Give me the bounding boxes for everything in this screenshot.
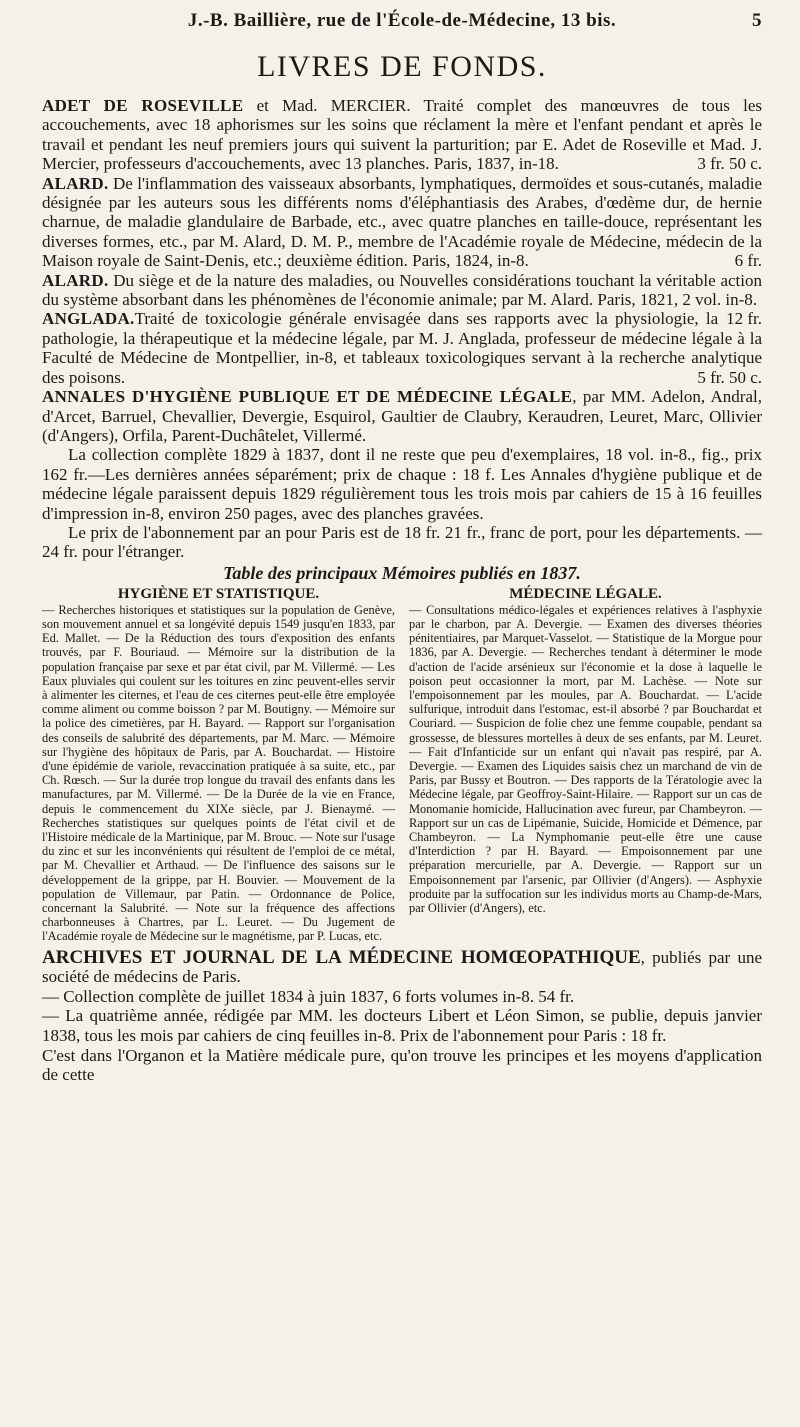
toc-left-body: — Recherches historiques et statistiques sur la population de Genève, son mouvement annuel et sa longévité depuis 1549 jusqu'en 1833, par Ed. Mallet. — De la Réduction des tours d'exposition des enfants trouvés, par F. Bouriaud. — Mémoire sur la distribution de la population française par sexe et par état civil, par M. Villermé. — Les Eaux pluviales qui coulent sur les toitures en zinc peuvent-elles servir à alimenter les citernes, et l'eau de ces citernes peut-elle être employée comme aliment ou comme boisson ? par M. Boutigny. — Mémoire sur la police des cimetières, par H. Bayard. — Rapport sur l'organisation des conseils de salubrité des départements, par M. Marc. — Mémoire sur l'hygiène des hôpitaux de Paris, par A. Bouchardat. — Histoire d'une épidémie de variole, revaccination pratiquée à sa suite, etc., par Ch. Rœsch. — Sur la durée trop longue du travail des enfants dans les manufactures, par M. Villermé. — De la Durée de la vie en France, depuis le commencement du XIXe siècle, par J. Bienaymé. — Recherches statistiques sur quelques points de l'état civil et de l'Histoire médicale de la Martinique, par M. Brouc. — Note sur l'usage du zinc et sur les inconvénients qui résultent de l'emploi de ce métal, par M. Chevallier et Arthaud. — De l'influence des saisons sur le développement de la grippe, par H. Bouvier. — Mouvement de la population de Villemaur, par Patin. — Ordonnance de Police, concernant la Salubrité. — Note sur la fréquence des affections charbonneuses à Chartres, par L. Leuret. — Du Jugement de l'Académie royale de Médecine sur le magnétisme, par P. Lucas, etc. (42, 602, 395, 944)
entry-text: Traité de toxicologie générale envisagée dans ses rapports avec la physiologie, la pathologie, la thérapeutique et la médecine légale, par M. J. Anglada, professeur de médecine légale à la Faculté de Médecine de Montpellier, in-8, et tableaux toxicologiques servant à la recherche analytique des poisons. (42, 309, 762, 387)
entry-annales (42, 387, 762, 445)
entry-price: 5 fr. 50 c. (697, 367, 762, 387)
annales-collection-paragraph: La collection complète 1829 à 1837, dont il ne reste que peu d'exemplaires, 18 vol. in-8., fig., prix 162 fr.—Les dernières années séparément; prix de chaque : 18 f. Les Annales d'hygiène publique et de médecine légale paraissent depuis 1829 régulièrement tous les trois mois par cahiers de 15 à 16 feuilles d'impression in-8, environ 250 pages, avec des planches gravées. (42, 445, 762, 523)
toc-right-body: — Consultations médico-légales et expériences relatives à l'asphyxie par le charbon, par A. Devergie. — Examen des diverses théories pénitentiaires, par Marquet-Vasselot. — Statistique de la Morgue pour 1836, par A. Devergie. — Recherches tendant à déterminer le mode d'action de l'acide arsénieux sur l'économie et la dose à laquelle le poison peut occasionner la mort, par M. Lachèse. — Note sur l'empoisonnement par les moules, par A. Bouchardat. — L'acide sulfurique, introduit dans l'estomac, est-il absorbé ? par Bouchardat et Couriard. — Suspicion de folie chez une femme coupable, pendant sa grossesse, de blessures mortelles à deux de ses enfants, par M. Leuret. — Fait d'Infanticide sur un enfant qui n'avait pas respiré, par A. Devergie. — Examen des Liquides saisis chez un marchand de vin de Paris, par Bussy et Boutron. — Des rapports de la Tératologie avec la Médecine légale, par Geoffroy-Saint-Hilaire. — Rapport sur un cas de Monomanie homicide, Hallucination avec fureur, par Chambeyron. — Rapport sur un cas de Lipémanie, Suicide, Homicide et Démence, par Chambeyron. — La Nymphomanie peut-elle être une cause d'Interdiction ? par H. Bayard. — Empoisonnement par une préparation mercurielle, par A. Devergie. — Rapport sur un Empoisonnement par l'arsenic, par Ollivier (d'Angers). — Asphyxie produite par la suffocation sur les individus morts au Champ-de-Mars, par Ollivier (d'Angers), etc. (409, 602, 762, 916)
entry-lead: ADET DE ROSEVILLE (42, 96, 244, 115)
toc-right-heading: MÉDECINE LÉGALE. (509, 585, 662, 602)
header-text: J.-B. Baillière, rue de l'École-de-Médecine, 13 bis. (187, 10, 617, 31)
running-header (42, 6, 762, 36)
archives-heading-line (42, 948, 762, 987)
archives-subscription-line: — La quatrième année, rédigée par MM. les docteurs Libert et Léon Simon, se publie, depuis janvier 1838, tous les mois par cahiers de cinq feuilles in-8. Prix de l'abonnement pour Paris : 18 fr. (42, 1006, 762, 1045)
archives-entry (42, 948, 762, 1085)
archives-collection-line: — Collection complète de juillet 1834 à juin 1837, 6 forts volumes in-8. 54 fr. (42, 986, 575, 1006)
archives-note-line: C'est dans l'Organon et la Matière médicale pure, qu'on trouve les principes et les moyens d'application de cette (42, 1045, 762, 1085)
archives-text: , publiés par une société de médecins de Paris. (42, 947, 762, 987)
entry-text: et Mad. MERCIER. Traité complet des manœuvres de tous les accouchements, avec 18 aphorismes sur les soins que réclament la mère et l'enfant pendant et après le travail et pendant les neuf premiers jours qui suivent la parturition; par E. Adet de Roseville et Mad. J. Mercier, professeurs d'accouchements, avec 13 planches. Paris, 1837, in-18. (42, 96, 763, 174)
annales-subscription-paragraph: Le prix de l'abonnement par an pour Paris est de 18 fr. 21 fr., franc de port, pour les départements. — 24 fr. pour l'étranger. (42, 522, 762, 562)
toc-title: Table des principaux Mémoires publiés en 1837. (223, 562, 581, 583)
entry-lead: ANNALES D'HYGIÈNE PUBLIQUE ET DE MÉDECINE LÉGALE (42, 387, 573, 407)
toc-left-heading: HYGIÈNE ET STATISTIQUE. (117, 585, 320, 602)
entry-price: 6 fr. (734, 251, 762, 271)
page-number: 5 (752, 10, 762, 31)
toc-columns (42, 586, 762, 944)
entry-price: 12 fr. (726, 309, 762, 329)
toc-left-column (42, 586, 395, 944)
entry-lead: ALARD. (42, 173, 109, 193)
entry-price: 3 fr. 50 c. (697, 154, 762, 174)
entry-adet (42, 96, 762, 174)
entry-text: , par MM. Adelon, Andral, d'Arcet, Barruel, Chevallier, Devergie, Esquirol, Gaultier de Claubry, Keraudren, Leuret, Marc, Ollivier (d'Angers), Orfila, Parent-Duchâtelet, Villermé. (42, 387, 762, 445)
entry-lead: ALARD. (42, 270, 109, 290)
entry-lead: ANGLADA. (42, 309, 135, 329)
archives-lead: ARCHIVES ET JOURNAL DE LA MÉDECINE HOMŒOPATHIQUE (42, 946, 641, 968)
entry-alard-1 (42, 174, 762, 271)
entry-anglada (42, 309, 762, 387)
toc-right-column (409, 586, 762, 944)
entry-text: Du siège et de la nature des maladies, ou Nouvelles considérations touchant la véritable action du système absorbant dans les phénomènes de l'économie animale; par M. Alard. Paris, 1821, 2 vol. in-8. (42, 270, 762, 310)
entry-text: De l'inflammation des vaisseaux absorbants, lymphatiques, dermoïdes et sous-cutanés, maladie désignée par les auteurs sous les différents noms d'éléphantiasis des Arabes, d'œdème dur, de hernie charnue, de maladie glandulaire de Barbade, etc., avec quatre planches en taille-douce, représentant les diverses formes, etc., par M. Alard, D. M. P., membre de l'Académie royale de Médecine, médecin de la Maison royale de Saint-Denis, etc.; deuxième édition. Paris, 1824, in-8. (42, 173, 762, 271)
page-title: LIVRES DE FONDS. (257, 50, 547, 83)
